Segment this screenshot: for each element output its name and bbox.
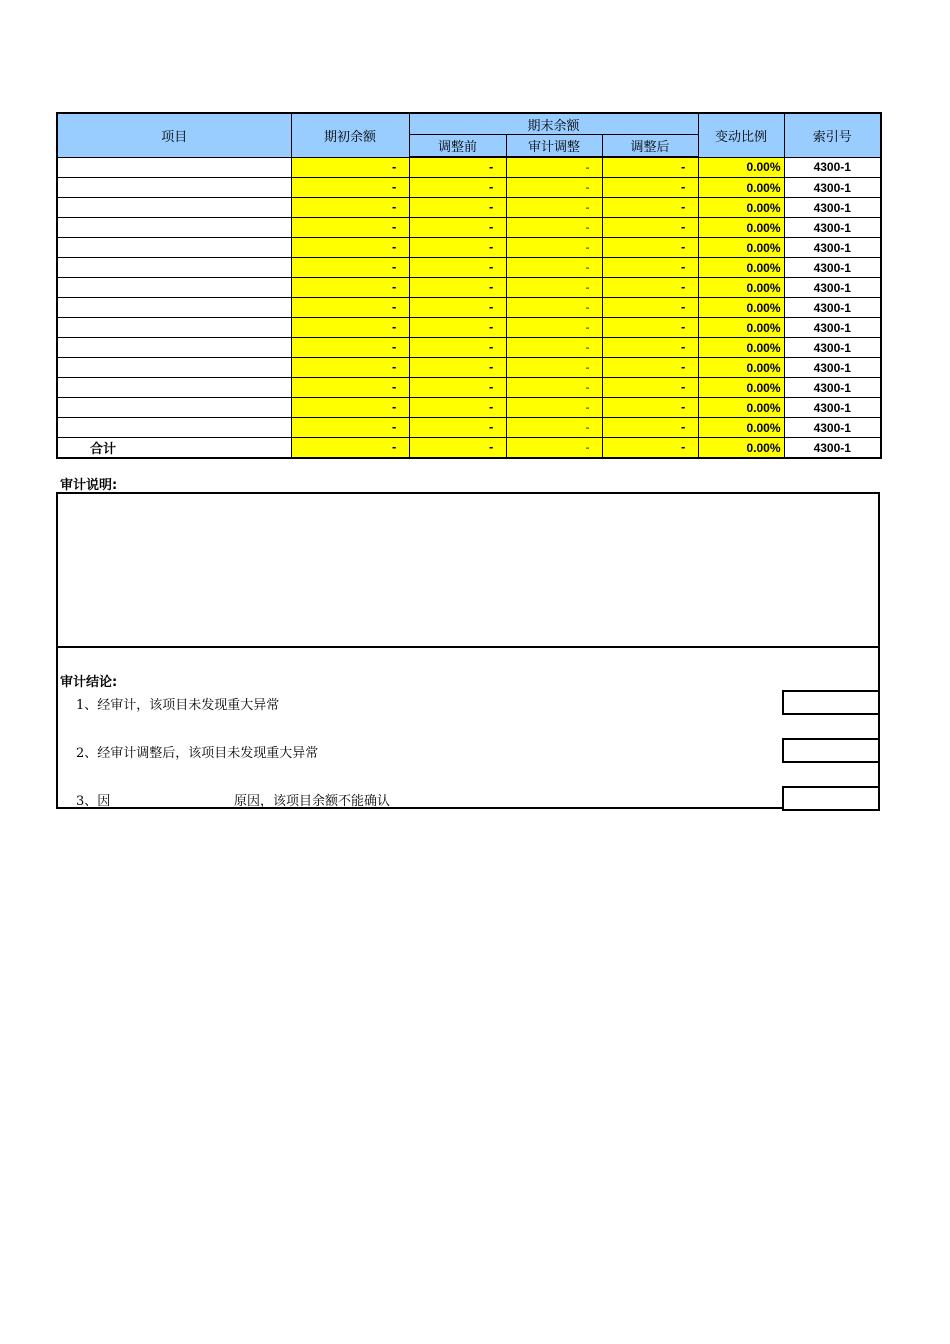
item-cell[interactable] [57,338,291,358]
item-cell[interactable] [57,198,291,218]
audit-sheet [56,112,880,459]
before-adjustment-cell[interactable]: - [409,358,506,378]
item-cell[interactable] [57,258,291,278]
opening-balance-cell[interactable]: - [291,238,409,258]
after-adjustment-cell[interactable]: - [602,318,698,338]
conclusion-box [56,646,880,809]
table-row [57,418,881,438]
after-adjustment-cell[interactable]: - [602,278,698,298]
change-ratio-cell[interactable]: 0.00% [698,318,784,338]
opening-balance-cell[interactable]: - [291,278,409,298]
table-row [57,358,881,378]
table-row [57,157,881,178]
audit-adjustment-cell[interactable]: - [506,398,602,418]
change-ratio-cell[interactable]: 0.00% [698,398,784,418]
item-cell[interactable] [57,278,291,298]
audit-adjustment-cell[interactable]: - [506,378,602,398]
table-row [57,338,881,358]
header-index-no: 索引号 [784,113,881,157]
index-no-cell[interactable]: 4300-1 [784,198,881,218]
index-no-cell[interactable]: 4300-1 [784,258,881,278]
audit-adjustment-cell[interactable]: - [506,198,602,218]
opening-balance-cell[interactable]: - [291,338,409,358]
audit-adjustment-cell[interactable]: - [506,298,602,318]
audit-adjustment-cell[interactable]: - [506,238,602,258]
before-adjustment-cell[interactable]: - [409,278,506,298]
change-ratio-cell[interactable]: 0.00% [698,298,784,318]
opening-balance-cell[interactable]: - [291,378,409,398]
conclusion-label: 审计结论: [60,675,118,690]
change-ratio-cell[interactable]: 0.00% [698,278,784,298]
index-no-cell[interactable]: 4300-1 [784,338,881,358]
change-ratio-cell[interactable]: 0.00% [698,418,784,438]
item-cell[interactable] [57,238,291,258]
before-adjustment-cell[interactable]: - [409,318,506,338]
index-no-cell[interactable]: 4300-1 [784,318,881,338]
table-row [57,398,881,418]
opening-balance-cell[interactable]: - [291,198,409,218]
header-change-ratio: 变动比例 [698,113,784,157]
opening-balance-cell[interactable]: - [291,298,409,318]
item-cell[interactable] [57,358,291,378]
index-no-cell[interactable]: 4300-1 [784,398,881,418]
table-row [57,278,881,298]
conclusion-option-2: 2、经审计调整后，该项目未发现重大异常 [76,746,319,761]
conclusion-option-2-box[interactable] [782,738,880,763]
audit-adjustment-cell[interactable]: - [506,418,602,438]
table-row [57,198,881,218]
after-adjustment-cell[interactable]: - [602,157,698,178]
after-adjustment-cell[interactable]: - [602,338,698,358]
after-adjustment-cell[interactable]: - [602,238,698,258]
index-no-cell[interactable]: 4300-1 [784,378,881,398]
conclusion-option-3-prefix: 3、因 [76,794,111,809]
audit-adjustment-cell[interactable]: - [506,157,602,178]
change-ratio-cell[interactable]: 0.00% [698,198,784,218]
header-before-adjustment: 调整前 [409,135,506,158]
header-after-adjustment: 调整后 [602,135,698,158]
item-cell[interactable] [57,398,291,418]
change-ratio-cell[interactable]: 0.00% [698,438,784,459]
before-adjustment-cell[interactable]: - [409,438,506,459]
index-no-cell[interactable]: 4300-1 [784,298,881,318]
change-ratio-cell[interactable]: 0.00% [698,378,784,398]
before-adjustment-cell[interactable]: - [409,398,506,418]
before-adjustment-cell[interactable]: - [409,258,506,278]
audit-adjustment-cell[interactable]: - [506,178,602,198]
audit-adjustment-cell[interactable]: - [506,258,602,278]
before-adjustment-cell[interactable]: - [409,378,506,398]
audit-adjustment-cell[interactable]: - [506,218,602,238]
opening-balance-cell[interactable]: - [291,258,409,278]
table-row [57,218,881,238]
opening-balance-cell[interactable]: - [291,418,409,438]
conclusion-option-3-suffix: 原因，该项目余额不能确认 [234,794,391,809]
after-adjustment-cell[interactable]: - [602,378,698,398]
audit-adjustment-cell[interactable]: - [506,358,602,378]
table-row [57,318,881,338]
change-ratio-cell[interactable]: 0.00% [698,258,784,278]
index-no-cell[interactable]: 4300-1 [784,218,881,238]
table-body [57,157,881,458]
table-row [57,298,881,318]
change-ratio-cell[interactable]: 0.00% [698,178,784,198]
change-ratio-cell[interactable]: 0.00% [698,218,784,238]
table-row [57,258,881,278]
item-cell[interactable] [57,298,291,318]
table-row [57,238,881,258]
opening-balance-cell[interactable]: - [291,398,409,418]
after-adjustment-cell[interactable]: - [602,398,698,418]
audit-adjustment-cell[interactable]: - [506,438,602,459]
after-adjustment-cell[interactable]: - [602,298,698,318]
index-no-cell[interactable]: 4300-1 [784,178,881,198]
table-row [57,378,881,398]
item-cell[interactable]: 合计 [57,438,291,459]
change-ratio-cell[interactable]: 0.00% [698,358,784,378]
notes-textarea[interactable] [56,492,880,648]
after-adjustment-cell[interactable]: - [602,438,698,459]
before-adjustment-cell[interactable]: - [409,418,506,438]
header-closing-balance: 期末余额 [409,113,698,135]
conclusion-option-3-box[interactable] [782,786,880,811]
table-row [57,178,881,198]
item-cell[interactable] [57,178,291,198]
opening-balance-cell[interactable]: - [291,438,409,459]
conclusion-option-1-box[interactable] [782,690,880,715]
after-adjustment-cell[interactable]: - [602,418,698,438]
index-no-cell[interactable]: 4300-1 [784,238,881,258]
index-no-cell[interactable]: 4300-1 [784,278,881,298]
item-cell[interactable] [57,378,291,398]
change-ratio-cell[interactable]: 0.00% [698,338,784,358]
before-adjustment-cell[interactable]: - [409,238,506,258]
conclusion-option-1: 1、经审计，该项目未发现重大异常 [76,698,280,713]
before-adjustment-cell[interactable]: - [409,157,506,178]
after-adjustment-cell[interactable]: - [602,218,698,238]
index-no-cell[interactable]: 4300-1 [784,157,881,178]
index-no-cell[interactable]: 4300-1 [784,418,881,438]
audit-adjustment-cell[interactable]: - [506,338,602,358]
opening-balance-cell[interactable]: - [291,157,409,178]
header-audit-adjustment: 审计调整 [506,135,602,158]
before-adjustment-cell[interactable]: - [409,218,506,238]
opening-balance-cell[interactable]: - [291,178,409,198]
audit-adjustment-cell[interactable]: - [506,278,602,298]
after-adjustment-cell[interactable]: - [602,358,698,378]
balance-table [56,112,882,459]
change-ratio-cell[interactable]: 0.00% [698,238,784,258]
index-no-cell[interactable]: 4300-1 [784,438,881,459]
notes-label: 审计说明: [60,478,118,493]
after-adjustment-cell[interactable]: - [602,258,698,278]
header-opening-balance: 期初余额 [291,113,409,157]
change-ratio-cell[interactable]: 0.00% [698,157,784,178]
table-row [57,438,881,459]
opening-balance-cell[interactable]: - [291,358,409,378]
before-adjustment-cell[interactable]: - [409,298,506,318]
header-item: 项目 [57,113,291,157]
index-no-cell[interactable]: 4300-1 [784,358,881,378]
before-adjustment-cell[interactable]: - [409,178,506,198]
item-cell[interactable] [57,318,291,338]
before-adjustment-cell[interactable]: - [409,338,506,358]
audit-adjustment-cell[interactable]: - [506,318,602,338]
after-adjustment-cell[interactable]: - [602,198,698,218]
item-cell[interactable] [57,418,291,438]
before-adjustment-cell[interactable]: - [409,198,506,218]
opening-balance-cell[interactable]: - [291,318,409,338]
after-adjustment-cell[interactable]: - [602,178,698,198]
opening-balance-cell[interactable]: - [291,218,409,238]
item-cell[interactable] [57,157,291,178]
item-cell[interactable] [57,218,291,238]
